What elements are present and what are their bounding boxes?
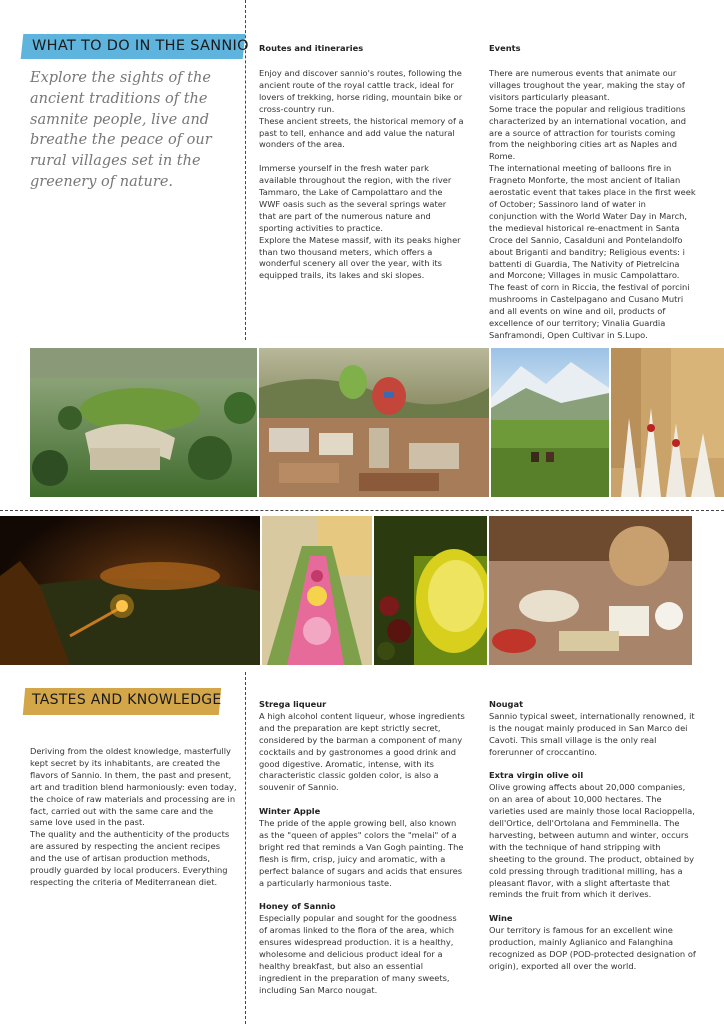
right-column bbox=[489, 699, 696, 973]
events-paragraph: The international meeting of balloons fire in Fragneto Monforte, the most ancient of Italian aerostatic event that takes place in the first week of October; Sassinoro land of water in conjunction with the World Water Day in March, the medieval historical re-enactment in Santa Croce del Sannio, Casalduni and Pontelandolfo about Briganti and banditry; Religious events: i battenti di Guardia, The Nativity of Pietrelcina and Morcone; Villages in music Campolattaro. The feast of corn in Riccia, the festival of porcini mushrooms in Castelpagano and Cusano Mutri and all events on wine and oil, products of excellence of our territory; Vinalia Guardia Sanframondi, Open Cultivar in S.Lupo. bbox=[489, 163, 696, 340]
routes-paragraph: Immerse yourself in the fresh water park available throughout the region, with the river Tammaro, the Lake of Campolattaro and the WWF oasis such as the several springs water that are part of the numerous nature and sporting activities to practice. bbox=[259, 163, 452, 233]
routes-paragraph: Explore the Matese massif, with its peaks higher than two thousand meters, which offers a wonderful scenery all over the year, with its equipped trails, its lakes and ski slopes. bbox=[259, 234, 461, 281]
cut-line bbox=[0, 510, 724, 511]
routes-paragraph: Enjoy and discover sannio's routes, following the ancient route of the royal cattle track, ideal for lovers of trekking, horse riding, mountain bike or cross-country run. bbox=[259, 68, 463, 114]
strega-text: A high alcohol content liqueur, whose ingredients and the preparation are kept strictly secret, considered by the barman a component of many cocktails and by gastronomes a good drink and good digestive. Aromatic, intense, with its characteristic classic golden color, is also a souvenir of Sannio. bbox=[259, 710, 465, 793]
wine-heading: Wine bbox=[489, 913, 513, 924]
photo-local-products bbox=[489, 516, 692, 665]
wine-text: Our territory is famous for an excellent wine production, mainly Aglianico and Falanghina recognized as DOP (POD-protected designation of origin), exported all over the world. bbox=[489, 925, 696, 971]
section2-intro-paragraph: Deriving from the oldest knowledge, masterfully kept secret by its inhabitants, are created the flavors of Sannio. In them, the past and present, art and tradition blend harmoniously: even today, the choice of raw materials and processing are in fact, carried out with the same care and the same love used in the past. bbox=[30, 746, 237, 828]
oil-text: Olive growing affects about 20,000 companies, on an area of about 10,000 hectares. The varieties used are mainly those local Racioppella, dell'Ortice, dell'Ortolana and Femminella. The harvesting, between autumn and winter, occurs with the technique of hand stripping with sheeting to the ground. The product, obtained by cold pressing through traditional milling, has a pleasant flavor, with a slight aftertaste that reminds the fruit from which it derives. bbox=[489, 782, 695, 900]
photo-hot-air-balloons bbox=[259, 348, 489, 497]
section2-intro-paragraph: The quality and the authenticity of the products are assured by respecting the ancient recipes and the use of artisan production methods, proudly guarded by local producers. Everything respecting the criteria of Mediterranean diet. bbox=[30, 829, 230, 887]
photo-torch-night bbox=[0, 516, 260, 665]
routes-text bbox=[259, 68, 464, 282]
section1-title: WHAT TO DO IN THE SANNIO bbox=[32, 38, 249, 54]
middle-column bbox=[259, 699, 466, 997]
honey-text: Especially popular and sought for the goodness of aromas linked to the flora of the area, which ensures widespread production. it is a healthy, wholesome and delicious product ideal for a healthy breakfast, but also an essential ingredient in the preparation of many sweets, including San Marco nougat. bbox=[259, 913, 457, 995]
fold-line-bottom bbox=[245, 672, 246, 1024]
events-heading: Events bbox=[489, 43, 521, 53]
section2-title: TASTES AND KNOWLEDGE bbox=[32, 692, 222, 708]
photo-religious-procession bbox=[611, 348, 724, 497]
section1-intro: Explore the sights of the ancient traditions of the samnite people, live and breathe the peace of our rural villages set in the greenery of nature. bbox=[30, 70, 212, 190]
events-text bbox=[489, 68, 696, 342]
section2-intro bbox=[30, 746, 238, 889]
apple-text: The pride of the apple growing bell, also known as the "queen of apples" colors the "melai" of a bright red that reminds a Van Gogh painting. The flesh is firm, crisp, juicy and aromatic, with a perfect balance of sugars and acids that ensures a particularly harmonious taste. bbox=[259, 818, 464, 888]
nougat-text: Sannio typical sweet, internationally renowned, it is the nougat mainly produced in San Marco dei Cavoti. This small village is the only real forerunner of croccantino. bbox=[489, 710, 695, 757]
routes-heading: Routes and itineraries bbox=[259, 43, 364, 53]
oil-heading: Extra virgin olive oil bbox=[489, 770, 584, 781]
photo-flower-carpet bbox=[262, 516, 372, 665]
strega-heading: Strega liqueur bbox=[259, 699, 327, 709]
honey-heading: Honey of Sannio bbox=[259, 901, 336, 912]
apple-heading: Winter Apple bbox=[259, 806, 321, 817]
photo-olive-oil bbox=[374, 516, 487, 665]
photo-mountains-horses bbox=[491, 348, 609, 497]
routes-paragraph: These ancient streets, the historical memory of a past to tell, enhance and add value the natural wonders of the area. bbox=[259, 115, 464, 150]
events-paragraph: There are numerous events that animate our villages troughout the year, making the stay of visitors particularly pleasant. bbox=[489, 68, 685, 102]
events-paragraph: Some trace the popular and religious traditions characterized by an international vocation, and are a source of attraction for tourists coming from the neighboring cities art as Naples and Rome. bbox=[489, 103, 687, 162]
photo-archaeological-site bbox=[30, 348, 257, 497]
nougat-heading: Nougat bbox=[489, 699, 524, 709]
